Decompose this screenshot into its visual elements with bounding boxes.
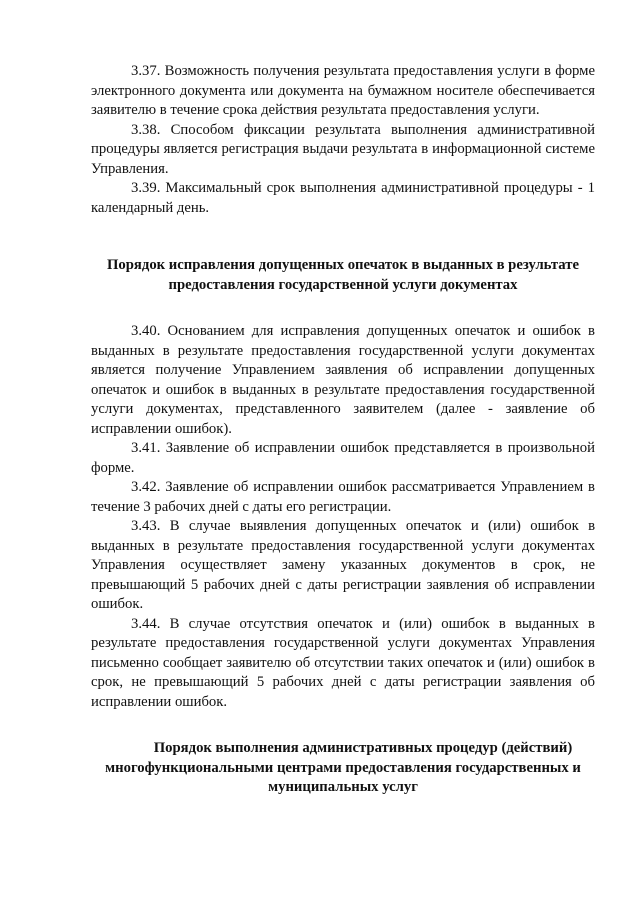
heading-line: Порядок выполнения административных процедур (действий) — [153, 740, 573, 756]
paragraph-3-44: 3.44. В случае отсутствия опечаток и (или) ошибок в выданных в результате предоставления государственной услуги документах Управления письменно сообщает заявителю об отсутствии таких опечаток и (или) ошибок в срок, не превышающий 5 рабочих дней с даты регистрации заявления об исправлении ошибок. — [91, 615, 595, 710]
heading-line: многофункциональными центрами предоставления государственных и — [105, 759, 581, 776]
paragraph-3-38: 3.38. Способом фиксации результата выполнения административной процедуры является регистрация выдачи результата в информационной системе Управления. — [91, 121, 595, 177]
section-heading-mfc-procedures — [91, 739, 595, 798]
paragraph-3-37: 3.37. Возможность получения результата предоставления услуги в форме электронного документа или документа на бумажном носителе обеспечивается заявителю в течение срока действия результата предоставления услуги. — [91, 63, 595, 118]
document-body — [91, 62, 595, 798]
heading-line: Порядок исправления допущенных опечаток в выданных в результате — [107, 257, 579, 273]
paragraph-3-40: 3.40. Основанием для исправления допущенных опечаток и ошибок в выданных в результате предоставления государственной услуги документах является получение Управлением заявления об исправлении допущенных опечаток и ошибок в выданных в результате предоставления государственной услуги документах, представленного заявителем (далее - заявление об исправлении ошибок). — [91, 323, 595, 437]
paragraph-3-39: 3.39. Максимальный срок выполнения административной процедуры - 1 календарный день. — [91, 180, 595, 216]
heading-line: муниципальных услуг — [268, 779, 418, 795]
paragraph-3-41: 3.41. Заявление об исправлении ошибок представляется в произвольной форме. — [91, 440, 595, 476]
heading-line: предоставления государственной услуги документах — [168, 276, 518, 293]
paragraph-3-43: 3.43. В случае выявления допущенных опечаток и (или) ошибок в выданных в результате предоставления государственной услуги документах Управления осуществляет замену указанных документов в срок, не превышающий 5 рабочих дней с даты регистрации заявления об исправлении ошибок. — [91, 518, 595, 612]
section-heading-typo-correction — [91, 256, 595, 295]
paragraph-3-42: 3.42. Заявление об исправлении ошибок рассматривается Управлением в течение 3 рабочих дней с даты его регистрации. — [91, 479, 595, 515]
